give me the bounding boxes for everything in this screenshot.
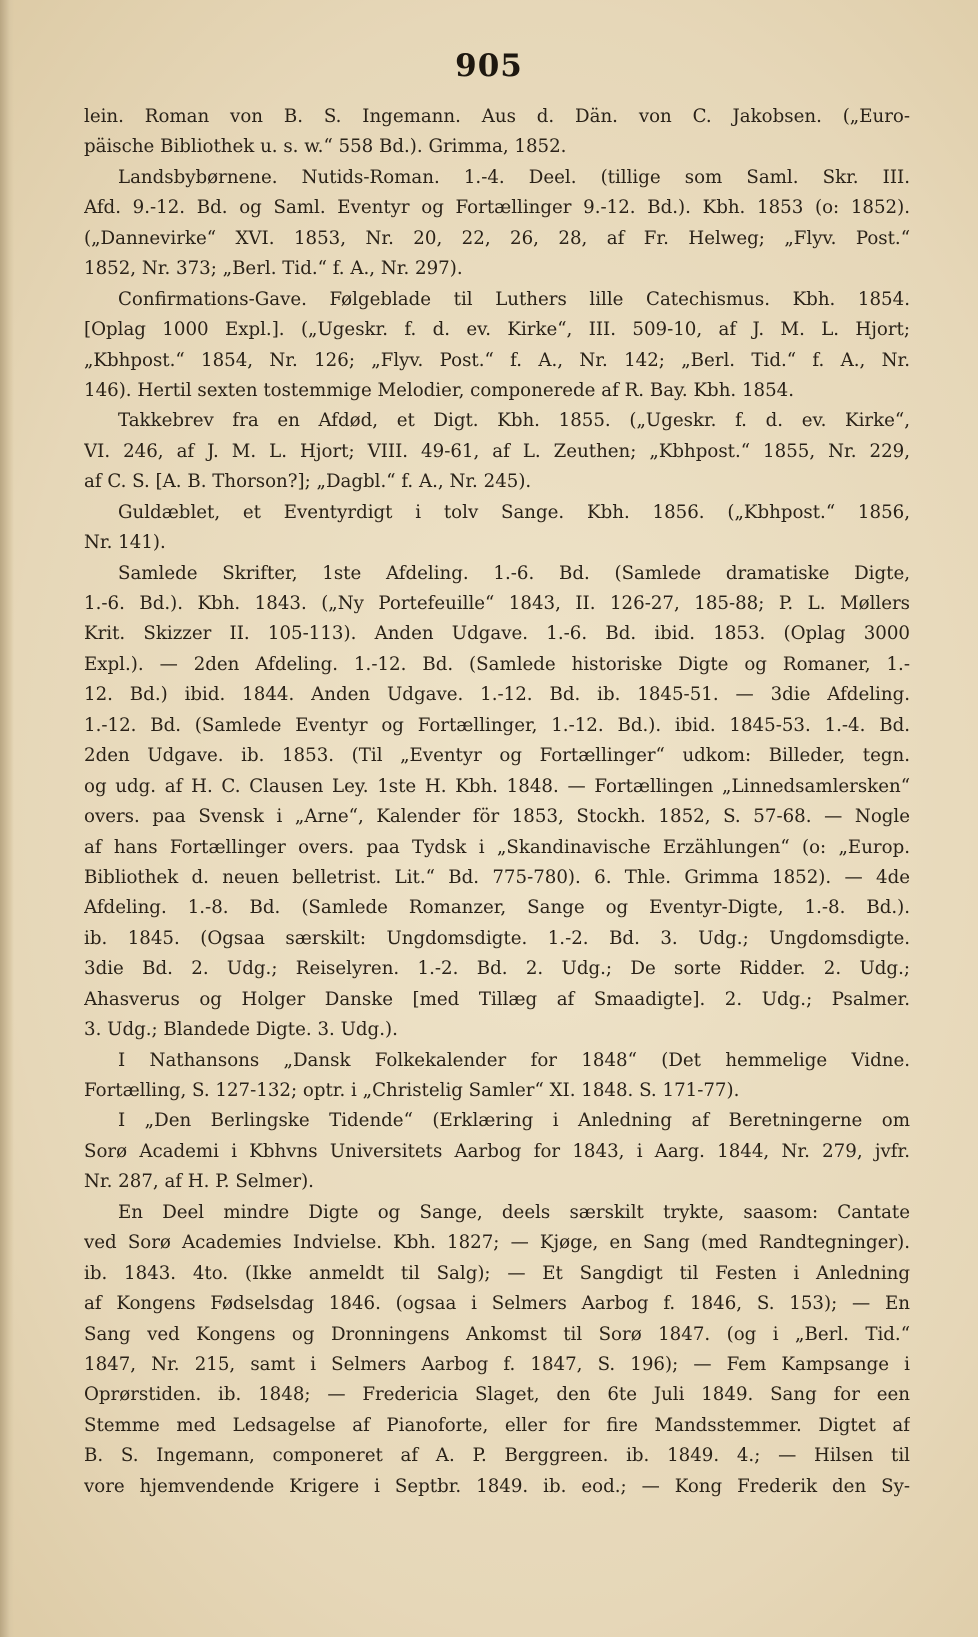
text-line: af C. S. [A. B. Thorson?]; „Dagbl.“ f. A., Nr. 245). [84,471,532,493]
text-line: Bibliothek d. neuen belletrist. Lit.“ Bd. 775-780). 6. Thle. Grimma 1852). — 4de [84,866,910,888]
text-line: Takkebrev fra en Afdød, et Digt. Kbh. 1855. („Ugeskr. f. d. ev. Kirke“, [118,410,910,432]
text-line: lein. Roman von B. S. Ingemann. Aus d. Dän. von C. Jakobsen. („Euro- [84,106,910,127]
text-line: „Kbhpost.“ 1854, Nr. 126; „Flyv. Post.“ f. A., Nr. 142; „Berl. Tid.“ f. A., Nr. [84,349,910,371]
text-line: („Dannevirke“ XVI. 1853, Nr. 20, 22, 26, 28, af Fr. Helweg; „Flyv. Post.“ [84,227,910,249]
text-line: Expl.). — 2den Afdeling. 1.-12. Bd. (Samlede historiske Digte og Romaner, 1.- [84,653,910,675]
text-line: 12. Bd.) ibid. 1844. Anden Udgave. 1.-12. Bd. ib. 1845-51. — 3die Afdeling. [84,684,910,706]
text-line: Landsbybørnene. Nutids-Roman. 1.-4. Deel. (tillige som Saml. Skr. III. [118,166,910,188]
text-line: Guldæblet, et Eventyrdigt i tolv Sange. Kbh. 1856. („Kbhpost.“ 1856, [118,501,910,523]
text-line: Ahasverus og Holger Danske [med Tillæg af Smaadigte]. 2. Udg.; Psalmer. [84,988,910,1010]
text-line: [Oplag 1000 Expl.]. („Ugeskr. f. d. ev. Kirke“, III. 509-10, af J. M. L. Hjort; [84,319,910,341]
text-line: Nr. 287, af H. P. Selmer). [84,1171,314,1193]
text-line: 1847, Nr. 215, samt i Selmers Aarbog f. 1847, S. 196); — Fem Kampsange i [84,1353,910,1375]
text-line: ved Sorø Academies Indvielse. Kbh. 1827; — Kjøge, en Sang (med Randtegninger). [84,1232,910,1254]
text-line: Krit. Skizzer II. 105-113). Anden Udgave. 1.-6. Bd. ibid. 1853. (Oplag 3000 [84,623,910,645]
text-line: Sorø Academi i Kbhvns Universitets Aarbog for 1843, i Aarg. 1844, Nr. 279, jvfr. [84,1140,910,1162]
binding-edge [0,0,14,1637]
text-line: 146). Hertil sexten tostemmige Melodier, componerede af R. Bay. Kbh. 1854. [84,379,795,401]
text-line: Nr. 141). [84,532,166,554]
text-line: 1852, Nr. 373; „Berl. Tid.“ f. A., Nr. 297). [84,258,463,280]
text-line: Confirmations-Gave. Følgeblade til Luthers lille Catechismus. Kbh. 1854. [118,288,910,310]
text-line: 2den Udgave. ib. 1853. (Til „Eventyr og Fortællinger“ udkom: Billeder, tegn. [84,745,910,767]
text-line: 3. Udg.; Blandede Digte. 3. Udg.). [84,1019,398,1041]
text-line: Stemme med Ledsagelse af Pianoforte, eller for fire Mandsstemmer. Digtet af [84,1414,910,1436]
text-line: VI. 246, af J. M. L. Hjort; VIII. 49-61, af L. Zeuthen; „Kbhpost.“ 1855, Nr. 229, [84,440,910,462]
text-line: Afd. 9.-12. Bd. og Saml. Eventyr og Fortællinger 9.-12. Bd.). Kbh. 1853 (o: 1852). [84,197,910,219]
text-line: B. S. Ingemann, componeret af A. P. Berggreen. ib. 1849. 4.; — Hilsen til [84,1445,910,1467]
text-line: Afdeling. 1.-8. Bd. (Samlede Romanzer, Sange og Eventyr-Digte, 1.-8. Bd.). [84,897,910,919]
text-line: 1.-12. Bd. (Samlede Eventyr og Fortællinger, 1.-12. Bd.). ibid. 1845-53. 1.-4. Bd. [84,714,910,736]
text-line: I Nathansons „Dansk Folkekalender for 1848“ (Det hemmelige Vidne. [118,1049,910,1071]
text-line: ib. 1845. (Ogsaa særskilt: Ungdomsdigte. 1.-2. Bd. 3. Udg.; Ungdomsdigte. [84,927,910,949]
text-line: Fortælling, S. 127-132; optr. i „Christelig Samler“ XI. 1848. S. 171-77). [84,1080,740,1101]
page-number: 905 [455,48,523,84]
text-line: af hans Fortællinger overs. paa Tydsk i „Skandinavische Erzählungen“ (o: „Europ. [84,836,910,858]
text-line: overs. paa Svensk i „Arne“, Kalender för 1853, Stockh. 1852, S. 57-68. — Nogle [84,806,910,828]
text-line: 3die Bd. 2. Udg.; Reiselyren. 1.-2. Bd. 2. Udg.; De sorte Ridder. 2. Udg.; [84,958,910,980]
text-line: vore hjemvendende Krigere i Septbr. 1849. ib. eod.; — Kong Frederik den Sy- [84,1475,910,1497]
text-line: I „Den Berlingske Tidende“ (Erklæring i Anledning af Beretningerne om [118,1110,910,1132]
text-line: 1.-6. Bd.). Kbh. 1843. („Ny Portefeuille“ 1843, II. 126-27, 185-88; P. L. Møllers [84,593,910,614]
text-line: af Kongens Fødselsdag 1846. (ogsaa i Selmers Aarbog f. 1846, S. 153); — En [84,1293,910,1315]
body-text [84,102,910,1502]
text-line: Oprørstiden. ib. 1848; — Fredericia Slaget, den 6te Juli 1849. Sang for een [84,1384,910,1406]
text-line: ib. 1843. 4to. (Ikke anmeldt til Salg); — Et Sangdigt til Festen i Anledning [84,1262,910,1284]
text-line: päische Bibliothek u. s. w.“ 558 Bd.). Grimma, 1852. [84,136,567,158]
text-line: En Deel mindre Digte og Sange, deels særskilt trykte, saasom: Cantate [118,1201,910,1223]
text-line: Sang ved Kongens og Dronningens Ankomst til Sorø 1847. (og i „Berl. Tid.“ [84,1323,910,1345]
text-line: og udg. af H. C. Clausen Ley. 1ste H. Kbh. 1848. — Fortællingen „Linnedsamlersken“ [84,775,910,797]
text-line: Samlede Skrifter, 1ste Afdeling. 1.-6. Bd. (Samlede dramatiske Digte, [118,562,910,584]
